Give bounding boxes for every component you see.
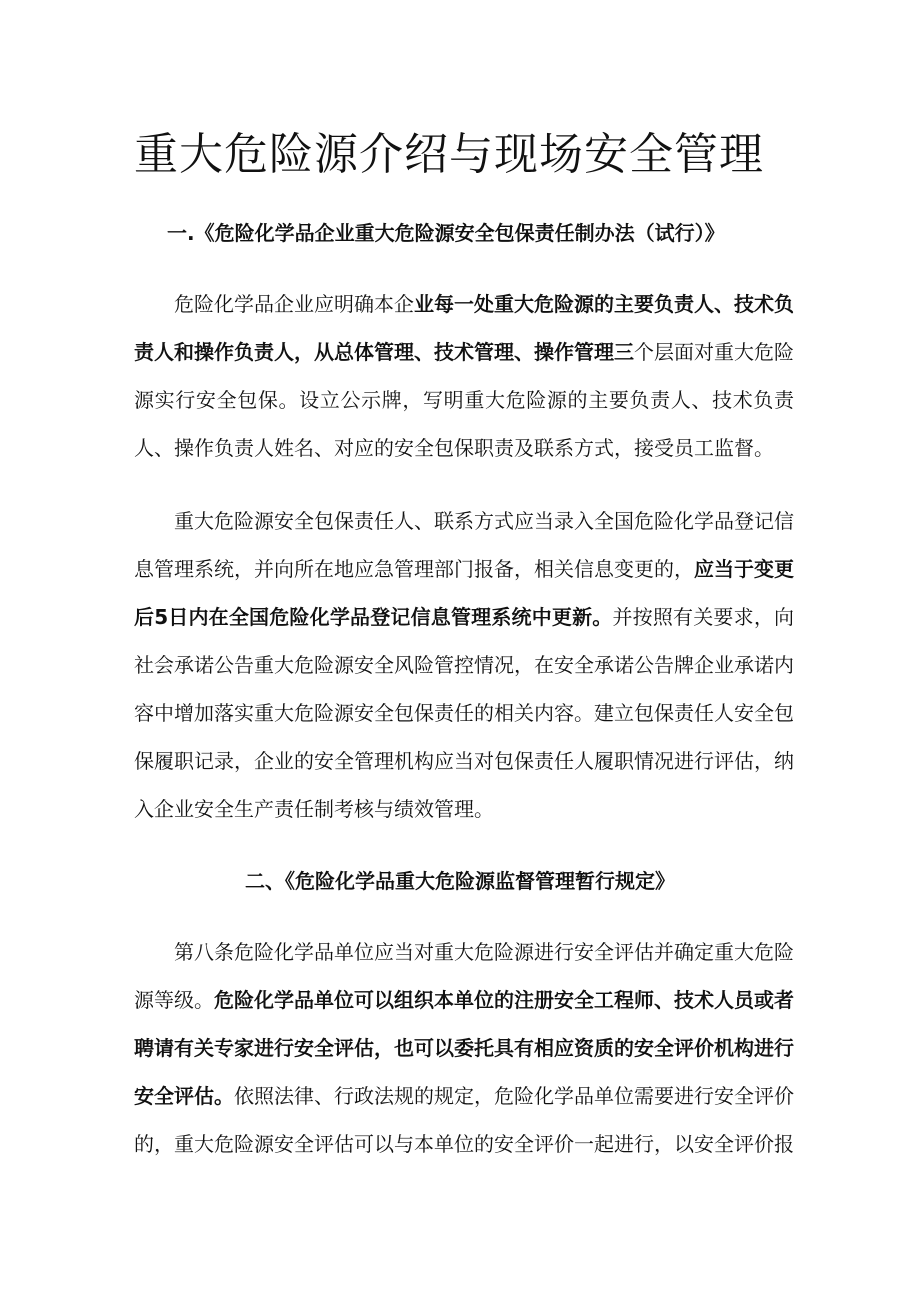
text-run: 并按照有关要求，向社会承诺公告重大危险源安全风险管控情况，在安全承诺公告牌企业承诺内容中增加落实重大危险源安全包保责任的相关内容。建立包保责任人安全包保履职记录，企业的安全管理机构应当对包保责任人履职情况进行评估，纳入企业安全生产责任制考核与绩效管理。 — [134, 605, 795, 821]
bold-text-run: 应当于变更后5日内在全国危险化学品登记信息管理系统中更新。 — [134, 557, 794, 629]
text-run: 危险化学品企业应明确本企 — [174, 292, 414, 316]
section-2-paragraph-1 — [134, 928, 794, 1168]
bold-text-run: 业每一处重大危险源的主要负责人、技术负责人和操作负责人，从总体管理、技术管理、操作管理三 — [134, 292, 794, 364]
section-1-paragraph-2 — [134, 497, 794, 833]
text-run: 个层面对重大危险源实行安全包保。设立公示牌，写明重大危险源的主要负责人、技术负责人、操作负责人姓名、对应的安全包保职责及联系方式，接受员工监督。 — [134, 340, 794, 460]
text-run: 第八条危险化学品单位应当对重大危险源进行安全评估并确定重大危险源等级。 — [134, 940, 794, 1012]
section-1-paragraph-1 — [134, 280, 794, 472]
bold-text-run: 危险化学品单位可以组织本单位的注册安全工程师、技术人员或者聘请有关专家进行安全评估，也可以委托具有相应资质的安全评价机构进行安全评估。 — [134, 988, 794, 1108]
document-title: 重大危险源介绍与现场安全管理 — [134, 129, 764, 180]
text-run: 依照法律、行政法规的规定，危险化学品单位需要进行安全评价的，重大危险源安全评估可以与本单位的安全评价一起进行，以安全评价报 — [134, 1084, 794, 1156]
section-2-heading: 二、《危险化学品重大危险源监督管理暂行规定》 — [245, 869, 675, 893]
text-run: 重大危险源安全包保责任人、联系方式应当录入全国危险化学品登记信息管理系统，并向所在地应急管理部门报备，相关信息变更的， — [134, 509, 794, 581]
section-1-heading: 一.《危险化学品企业重大危险源安全包保责任制办法（试行）》 — [167, 221, 725, 245]
